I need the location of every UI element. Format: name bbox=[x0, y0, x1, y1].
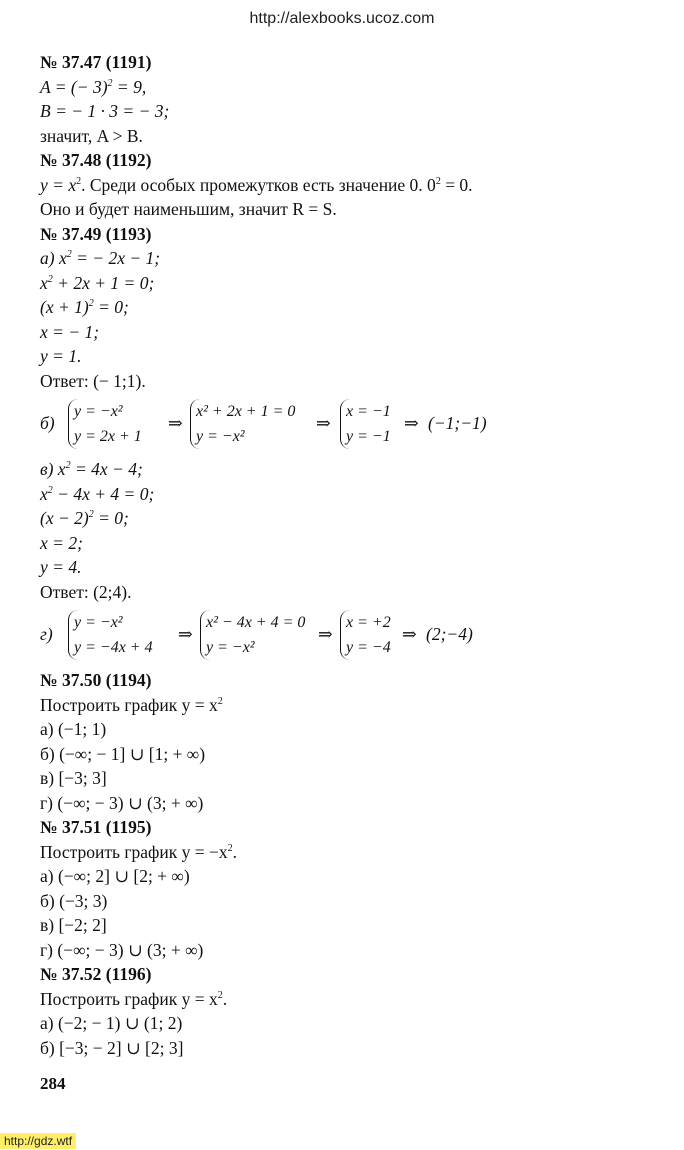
problem-title-37-48: № 37.48 (1192) bbox=[40, 150, 152, 170]
solution-line: x = 2; bbox=[40, 532, 83, 553]
system-row-g bbox=[40, 608, 660, 664]
solution-line: Оно и будет наименьшим, значит R = S. bbox=[40, 199, 337, 219]
implies-arrow: ⇒ bbox=[316, 413, 331, 433]
solution-line: y = 1. bbox=[40, 346, 82, 366]
system-row-b bbox=[40, 397, 660, 453]
implies-arrow: ⇒ bbox=[168, 413, 183, 433]
implies-arrow: ⇒ bbox=[318, 624, 333, 644]
answer-line: Ответ: (2;4). bbox=[40, 581, 132, 602]
solutions-page bbox=[40, 50, 660, 1060]
solution-line: y = 4. bbox=[40, 557, 82, 577]
solution-line: в) $x^2 = 4x - 4$; bbox=[40, 459, 143, 479]
solution-line: x = − 1; bbox=[40, 321, 100, 342]
system-answer: (2;−4) bbox=[426, 624, 473, 644]
equation-system: y = −x² y = −4x + 4 bbox=[68, 610, 153, 660]
system-answer: (−1;−1) bbox=[428, 413, 487, 433]
equation-system: x = +2 y = −4 bbox=[340, 610, 391, 660]
implies-arrow: ⇒ bbox=[178, 624, 193, 644]
task-line: Построить график $y = -x^2$. bbox=[40, 841, 237, 862]
answer-line: б) [−3; − 2] ∪ [2; 3] bbox=[40, 1037, 184, 1058]
task-line: Построить график $y = x^2$. bbox=[40, 988, 228, 1009]
answer-line: г) (−∞; − 3) ∪ (3; + ∞) bbox=[40, 792, 204, 813]
answer-line: Ответ: (− 1;1). bbox=[40, 370, 146, 391]
solution-line: значит, A > B. bbox=[40, 125, 143, 146]
answer-line: в) [−2; 2] bbox=[40, 915, 107, 935]
answer-line: а) (−2; − 1) ∪ (1; 2) bbox=[40, 1013, 183, 1033]
page-number: 284 bbox=[40, 1074, 66, 1093]
solution-line: а) $x^2$ = − 2x − 1; bbox=[40, 248, 161, 268]
source-url: http://alexbooks.ucoz.com bbox=[249, 10, 435, 27]
equation-system: x = −1 y = −1 bbox=[340, 399, 391, 449]
item-label: б) bbox=[40, 413, 55, 433]
task-line: Построить график $y = x^2$ bbox=[40, 694, 223, 715]
answer-line: б) (−3; 3) bbox=[40, 890, 108, 911]
solution-line: $(x - 2)^2 = 0$; bbox=[40, 508, 129, 528]
solution-line: $y = x^2$. Среди особых промежутков есть значение 0. $0^2 = 0$. bbox=[40, 174, 473, 195]
problem-title-37-52: № 37.52 (1196) bbox=[40, 964, 152, 984]
answer-line: б) (−∞; − 1] ∪ [1; + ∞) bbox=[40, 743, 206, 764]
answer-line: а) (−∞; 2] ∪ [2; + ∞) bbox=[40, 866, 190, 886]
implies-arrow: ⇒ bbox=[404, 413, 419, 433]
solution-line: $x^2 + 2x + 1 = 0$; bbox=[40, 272, 155, 293]
answer-line: в) [−3; 3] bbox=[40, 768, 107, 788]
implies-arrow: ⇒ bbox=[402, 624, 417, 644]
problem-title-37-47: № 37.47 (1191) bbox=[40, 52, 152, 72]
problem-title-37-50: № 37.50 (1194) bbox=[40, 670, 152, 690]
solution-line: $(x + 1)^2 = 0$; bbox=[40, 297, 129, 317]
equation-system: x² − 4x + 4 = 0 y = −x² bbox=[200, 610, 305, 660]
answer-line: г) (−∞; − 3) ∪ (3; + ∞) bbox=[40, 939, 204, 960]
solution-line: $x^2 - 4x + 4 = 0$; bbox=[40, 483, 155, 504]
answer-line: а) (−1; 1) bbox=[40, 719, 107, 739]
equation-system: y = −x² y = 2x + 1 bbox=[68, 399, 142, 449]
solution-line: B = − 1 · 3 = − 3; bbox=[40, 101, 170, 121]
watermark-link[interactable]: http://gdz.wtf bbox=[0, 1133, 76, 1149]
item-label: г) bbox=[40, 624, 53, 644]
problem-title-37-51: № 37.51 (1195) bbox=[40, 817, 152, 837]
solution-line: A = (− 3)$^2$ = 9, bbox=[40, 76, 147, 97]
equation-system: x² + 2x + 1 = 0 y = −x² bbox=[190, 399, 295, 449]
problem-title-37-49: № 37.49 (1193) bbox=[40, 223, 152, 244]
